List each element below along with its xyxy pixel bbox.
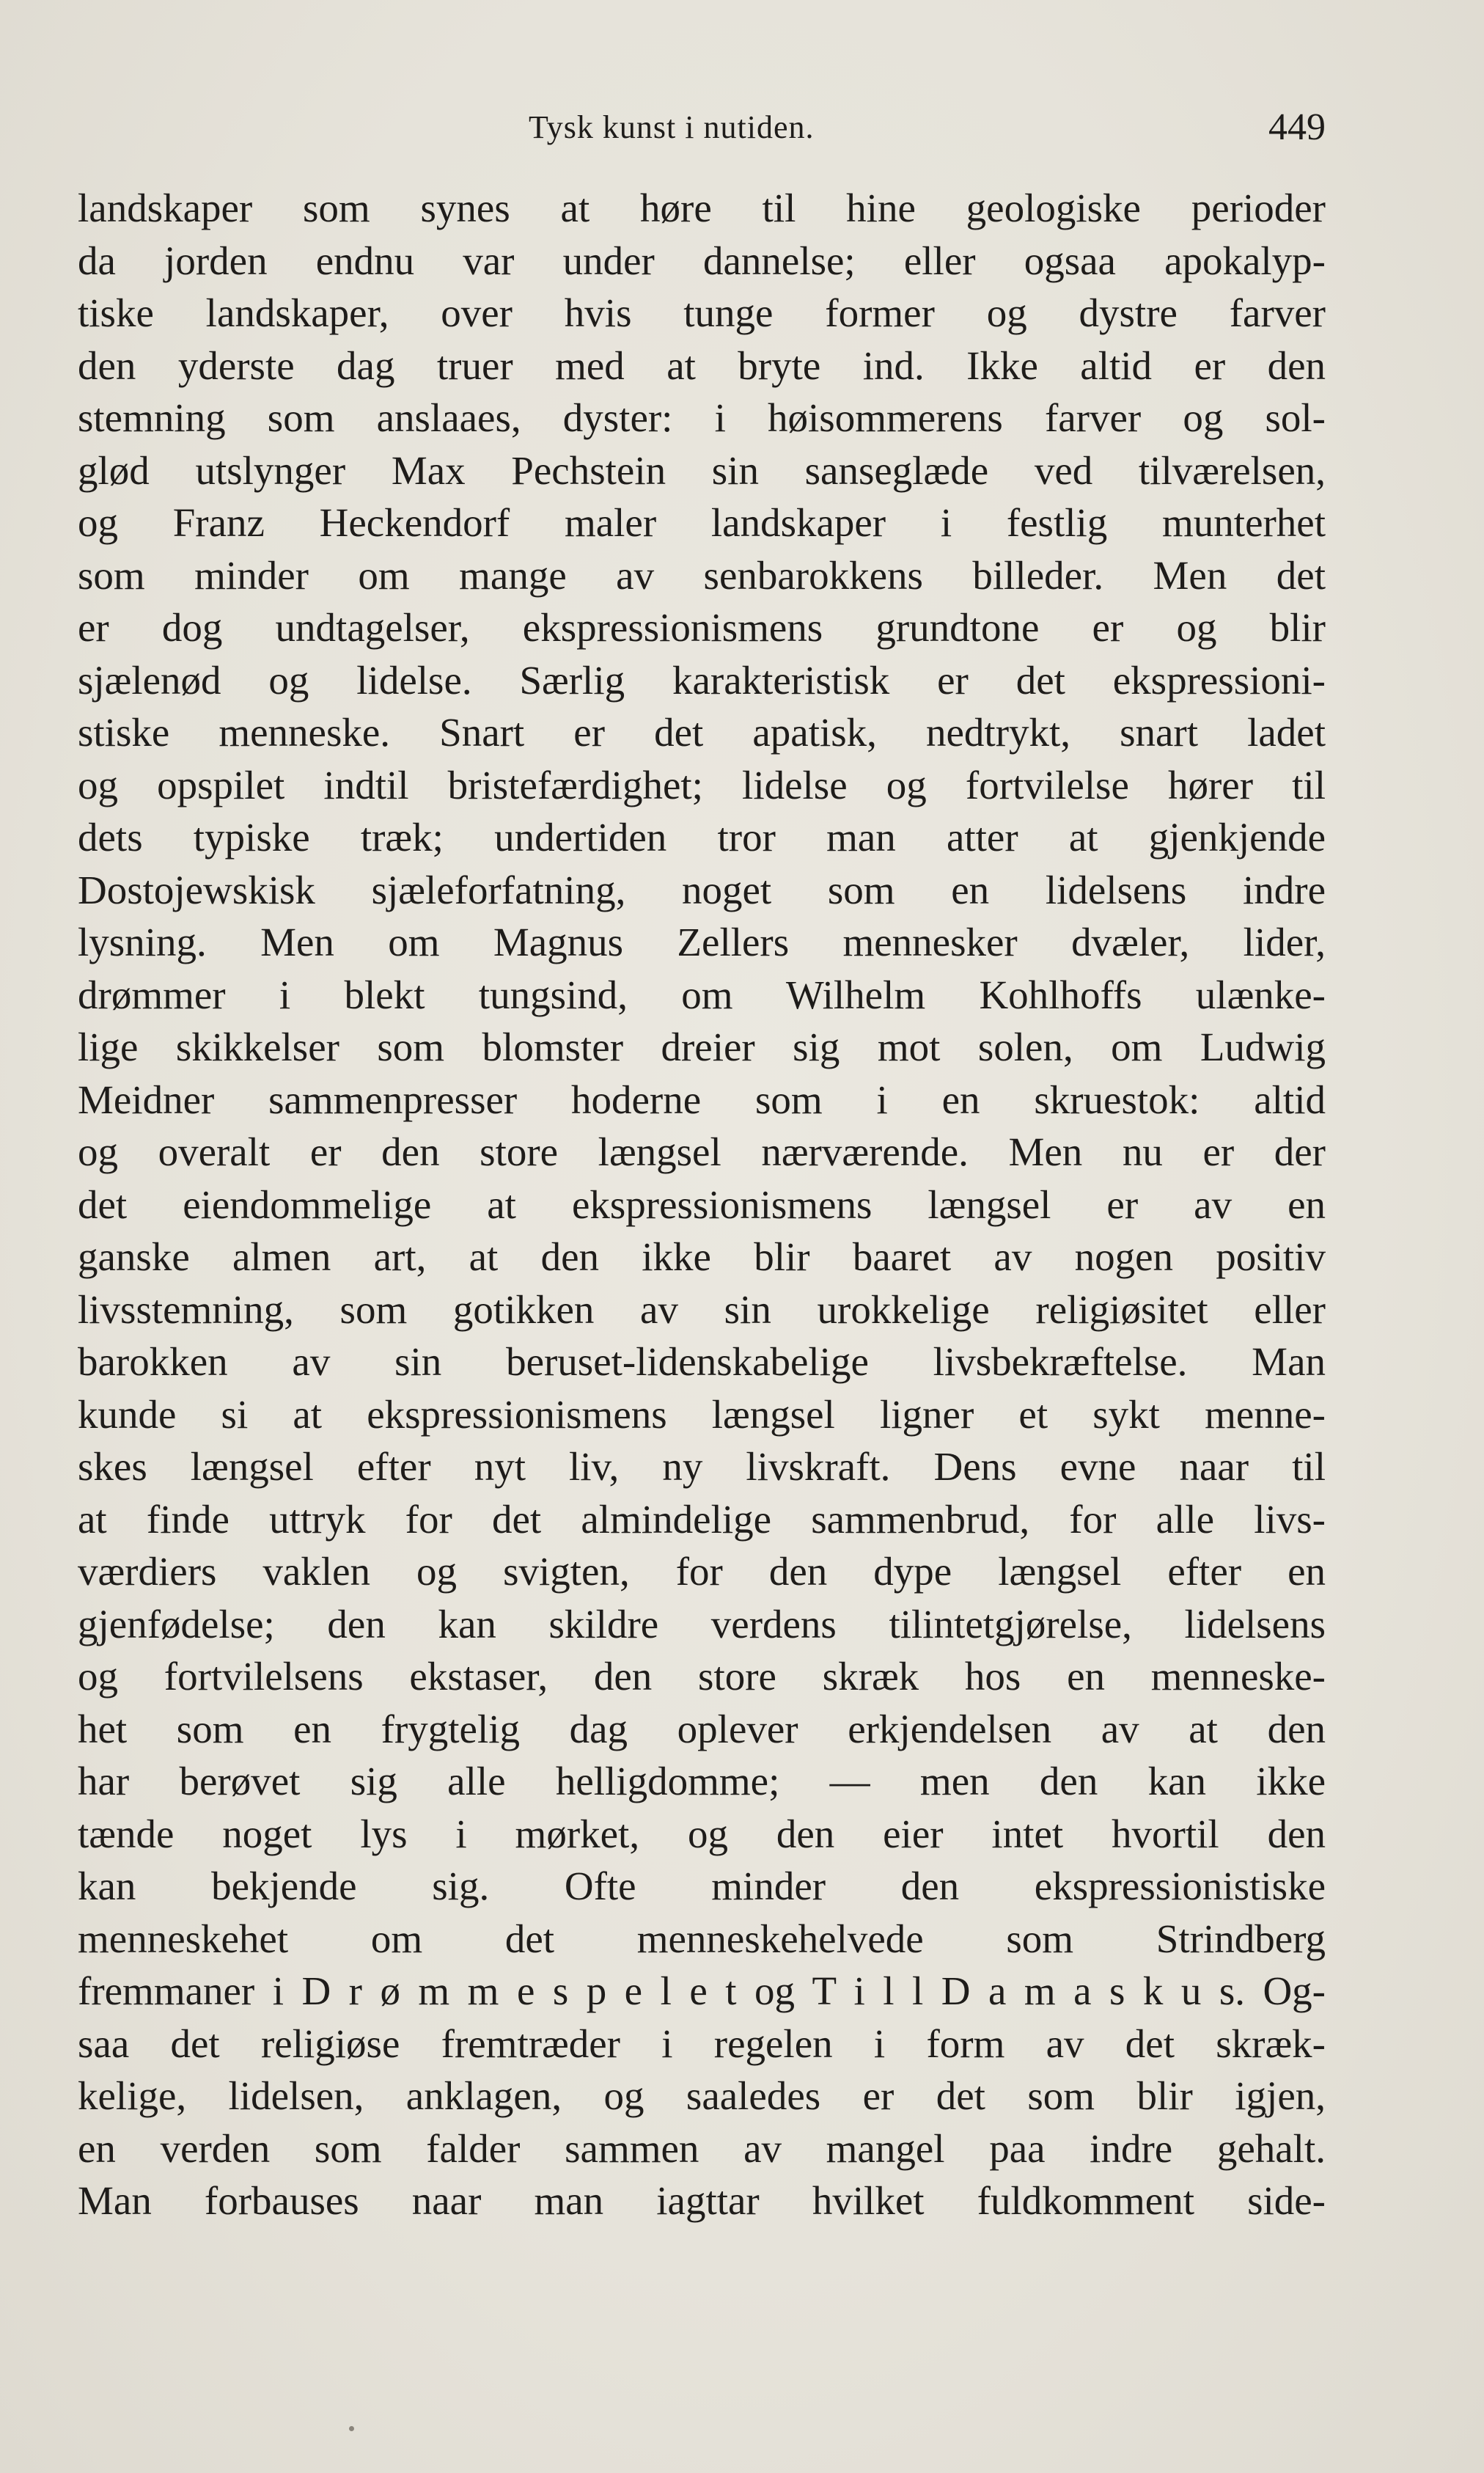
text-line: tænde noget lys i mørket, og den eier intet hvortil den (78, 1811, 1326, 1856)
text-line: tiske landskaper, over hvis tunge former og dystre farver (78, 290, 1326, 335)
text-line: saa det religiøse fremtræder i regelen i form av det skræk- (78, 2020, 1326, 2066)
running-header (78, 101, 1326, 160)
text-line: gjenfødelse; den kan skildre verdens tilintetgjørelse, lidelsens (78, 1601, 1326, 1646)
paper-speck (349, 2426, 354, 2431)
text-line: Meidner sammenpresser hoderne som i en skruestok: altid (78, 1077, 1326, 1122)
text-line: het som en frygtelig dag oplever erkjendelsen av at den (78, 1706, 1326, 1751)
text-line: og overalt er den store længsel nærværende. Men nu er der (78, 1129, 1326, 1174)
text-line: er dog undtagelser, ekspressionismens grundtone er og blir (78, 605, 1326, 650)
text-line: værdiers vaklen og svigten, for den dype længsel efter en (78, 1549, 1326, 1594)
text-line: kelige, lidelsen, anklagen, og saaledes er det som blir igjen, (78, 2073, 1326, 2118)
text-line: Man forbauses naar man iagttar hvilket fuldkomment side- (78, 2178, 1326, 2223)
text-line: kunde si at ekspressionismens længsel ligner et sykt menne- (78, 1391, 1326, 1437)
text-line: en verden som falder sammen av mangel paa indre gehalt. (78, 2125, 1326, 2171)
page-number: 449 (1268, 106, 1326, 148)
text-line: at finde uttryk for det almindelige sammenbrud, for alle livs- (78, 1496, 1326, 1542)
text-line: Dostojewskisk sjæleforfatning, noget som en lidelsens indre (78, 867, 1326, 912)
text-line: kan bekjende sig. Ofte minder den ekspressionistiske (78, 1864, 1326, 1908)
text-line: som minder om mange av senbarokkens billeder. Men det (78, 552, 1326, 598)
text-line: den yderste dag truer med at bryte ind. Ikke altid er den (78, 342, 1326, 388)
text-line: lige skikkelser som blomster dreier sig mot solen, om Ludwig (78, 1025, 1326, 1069)
text-line: og Franz Heckendorf maler landskaper i festlig munterhet (78, 500, 1326, 545)
text-line: livsstemning, som gotikken av sin urokkelige religiøsitet eller (78, 1286, 1326, 1332)
body-text (78, 182, 1326, 2227)
text-line: har berøvet sig alle helligdomme; — men den kan ikke (78, 1759, 1326, 1803)
text-line: og fortvilelsens ekstaser, den store skræk hos en menneske- (78, 1654, 1326, 1699)
text-line: ganske almen art, at den ikke blir baaret av nogen positiv (78, 1234, 1326, 1279)
text-line: lysning. Men om Magnus Zellers mennesker dvæler, lider, (78, 920, 1326, 964)
text-line: skes længsel efter nyt liv, ny livskraft. Dens evne naar til (78, 1444, 1326, 1489)
text-line: sjælenød og lidelse. Særlig karakteristisk er det ekspressioni- (78, 657, 1326, 703)
text-line: det eiendommelige at ekspressionismens længsel er av en (78, 1181, 1326, 1227)
text-line: stemning som anslaaes, dyster: i høisommerens farver og sol- (78, 395, 1326, 440)
text-line: stiske menneske. Snart er det apatisk, nedtrykt, snart ladet (78, 710, 1326, 755)
text-line: menneskehet om det menneskehelvede som Strindberg (78, 1916, 1326, 1961)
running-title: Tysk kunst i nutiden. (529, 109, 815, 145)
text-line: og opspilet indtil bristefærdighet; lidelse og fortvilelse hører til (78, 762, 1326, 807)
text-line: barokken av sin beruset-lidenskabelige livsbekræftelse. Man (78, 1339, 1326, 1384)
text-line: fremmaner i D r ø m m e s p e l e t og T i l l D a m a s k u s. Og- (78, 1968, 1326, 2013)
text-line: glød utslynger Max Pechstein sin sanseglæde ved tilværelsen, (78, 447, 1326, 493)
text-line: dets typiske træk; undertiden tror man atter at gjenkjende (78, 815, 1326, 860)
text-line: drømmer i blekt tungsind, om Wilhelm Kohlhoffs ulænke- (78, 972, 1326, 1017)
text-line: da jorden endnu var under dannelse; eller ogsaa apokalyp- (78, 238, 1326, 283)
text-line: landskaper som synes at høre til hine geologiske perioder (78, 186, 1326, 230)
